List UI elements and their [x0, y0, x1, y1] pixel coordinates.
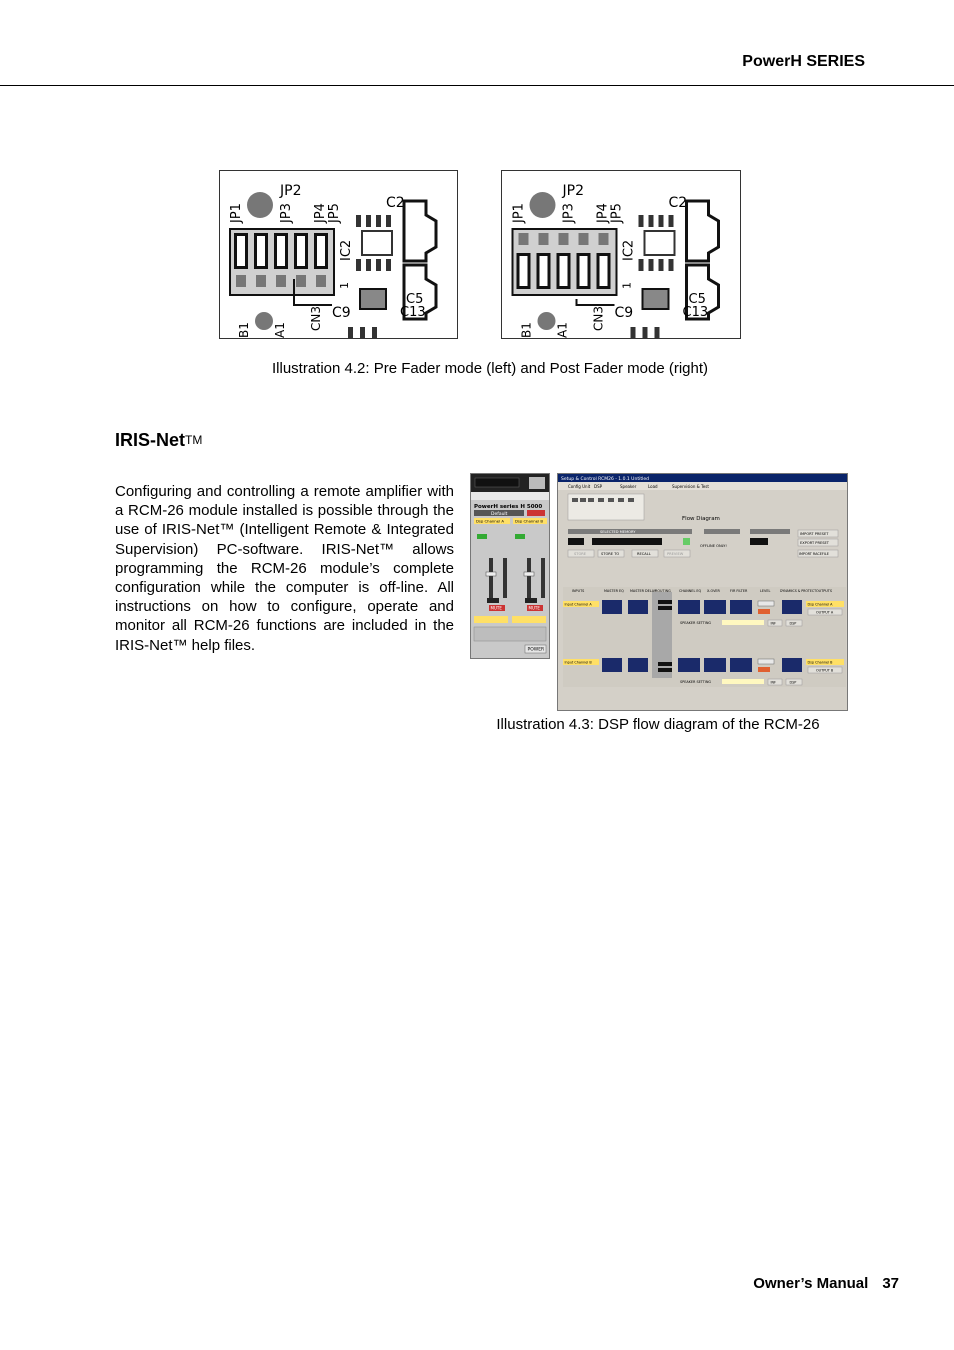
section-title-text: IRIS-Net [115, 430, 186, 450]
pcb-pre-fader-figure [219, 170, 458, 339]
label-c13: C13 [682, 305, 709, 320]
page-footer [650, 1275, 899, 1292]
section-heading [115, 430, 202, 451]
dsp-inf-btn-2: INF [770, 680, 776, 685]
dsp-inf-btn-1: INF [770, 621, 776, 626]
label-b1: B1 [237, 322, 251, 338]
dsp-header-dynamics: DYNAMICS & PROTECT [780, 589, 817, 593]
label-one: 1 [338, 282, 351, 289]
label-c13: C13 [400, 305, 426, 320]
footer-label: Owner’s Manual [753, 1275, 869, 1292]
dsp-offline-label: OFFLINE ONLY! [700, 544, 727, 548]
panel-mute-b: MUTE [528, 605, 540, 611]
label-c2: C2 [386, 195, 405, 211]
label-c5: C5 [406, 292, 424, 307]
dsp-output-btn-2: OUTPUT B [816, 668, 834, 673]
dsp-preview-button: PREVIEW [667, 552, 684, 556]
label-c9: C9 [332, 305, 351, 321]
dsp-window-title: Setup & Control RCM26 - 1.0.1 Untitled [561, 477, 649, 482]
panel-device-title: PowerH series H 5000 [474, 504, 543, 510]
dsp-dsp-btn-1: DSP [789, 621, 797, 626]
label-jp5: JP5 [609, 203, 625, 223]
dsp-export-preset: EXPORT PRESET [800, 541, 829, 545]
dsp-header-master-eq: MASTER EQ [604, 589, 624, 593]
label-cn3: CN3 [309, 306, 323, 331]
dsp-store-to-button: STORE TO [601, 552, 620, 556]
label-c5: C5 [688, 292, 706, 307]
page-number: 37 [882, 1275, 899, 1292]
dsp-dsp-btn-2: DSP [789, 680, 797, 685]
dsp-header-channel-eq: CHANNEL EQ [679, 589, 702, 593]
dsp-tab-1: Config Unit [568, 484, 591, 489]
label-one: 1 [620, 282, 634, 289]
label-c2: C2 [668, 195, 688, 211]
panel-channel-a: Dsp Channel A [476, 518, 504, 524]
dsp-tab-4: Load [648, 484, 658, 489]
panel-power-button: POWER [527, 647, 545, 653]
label-jp4: JP4 [595, 203, 611, 223]
dsp-input-1: Input Channel A [564, 602, 592, 607]
label-jp3: JP3 [279, 203, 294, 223]
caption-dsp: Illustration 4.3: DSP flow diagram of the RCM-26 [496, 716, 820, 733]
label-jp1: JP1 [511, 203, 527, 223]
dsp-output-2: Dsp Channel B [807, 660, 833, 665]
dsp-tab-3: Speaker [620, 484, 637, 489]
dsp-header-fir-filter: FIR FILTER [730, 589, 748, 593]
dsp-import-racefile: IMPORT RACEFILE [799, 552, 829, 556]
dsp-output-1: Dsp Channel A [807, 602, 833, 607]
dsp-tab-5: Supervision & Test [672, 484, 709, 489]
dsp-flow-title: Flow Diagram [682, 516, 720, 522]
label-jp2: JP2 [562, 183, 584, 199]
caption-pcb: Illustration 4.2: Pre Fader mode (left) and Post Fader mode (right) [271, 360, 709, 377]
panel-default-label: Default [491, 512, 508, 517]
pcb-post-fader-figure [501, 170, 741, 339]
dsp-import-preset: IMPORT PRESET [800, 532, 829, 536]
dsp-selected-memory: SELECTED MEMORY [600, 530, 636, 534]
dsp-header-level: LEVEL [760, 589, 771, 593]
label-c9: C9 [614, 305, 634, 321]
dsp-header-routing: ROUTING [655, 589, 671, 593]
header-rule [0, 85, 954, 86]
label-jp5: JP5 [327, 203, 342, 223]
dsp-header-xover: X-OVER [707, 589, 720, 593]
label-a1: A1 [555, 322, 570, 338]
panel-mute-a: MUTE [490, 605, 502, 611]
screenshot-amp-panel [470, 473, 550, 659]
label-ic2: IC2 [621, 239, 637, 261]
label-jp1: JP1 [229, 203, 244, 223]
dsp-tab-2: DSP [594, 484, 603, 489]
dsp-header-inputs: INPUTS [572, 589, 585, 593]
section-body: Configuring and controlling a remote amplifier with a RCM-26 module installed is possible through the use of IRIS-Net™ (Intelligent Remote & Integrated Supervision) PC-software. IRIS-Net™ allows programming the RCM-26 module’s complete configuration while the computer is off-line. All instructions on how to configure, operate and monitor all RCM-26 functions are included in the IRIS-Net™ help files. [115, 483, 454, 654]
dsp-input-2: Input Channel B [564, 660, 592, 665]
dsp-speaker-setting-2: SPEAKER SETTING [680, 680, 711, 684]
dsp-header-outputs: OUTPUTS [816, 589, 832, 593]
dsp-output-btn-1: OUTPUT A [816, 610, 834, 615]
dsp-speaker-setting-1: SPEAKER SETTING [680, 621, 711, 625]
label-b1: B1 [519, 322, 534, 338]
label-jp4: JP4 [313, 203, 328, 223]
trademark-sign: TM [185, 433, 203, 447]
screenshot-dsp-window [557, 473, 848, 711]
label-a1: A1 [273, 322, 287, 338]
dsp-store-button: STORE [574, 552, 587, 556]
label-jp3: JP3 [561, 203, 577, 223]
panel-channel-b: Dsp Channel B [515, 518, 543, 524]
label-cn3: CN3 [591, 306, 606, 331]
dsp-recall-button: RECALL [637, 552, 651, 556]
dsp-header-master-delay: MASTER DELAY [630, 589, 656, 593]
label-ic2: IC2 [339, 239, 354, 261]
label-jp2: JP2 [280, 183, 302, 199]
running-header: PowerH SERIES [742, 53, 865, 70]
